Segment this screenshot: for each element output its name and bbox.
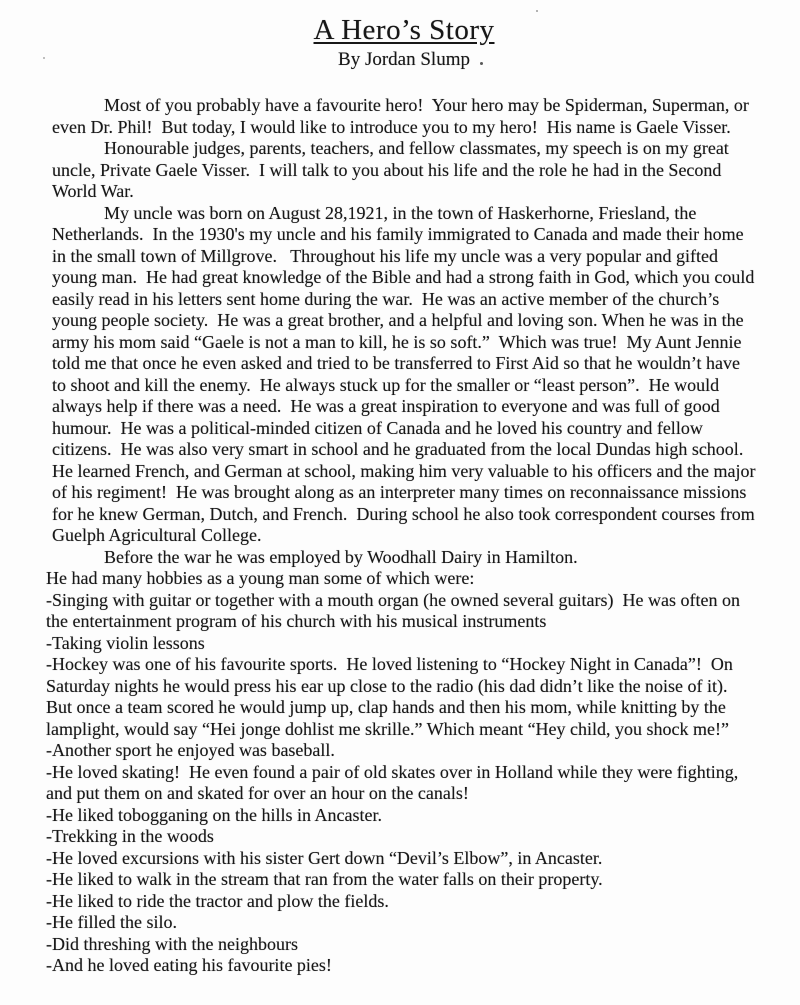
paragraph-employment: Before the war he was employed by Woodhall Dairy in Hamilton.	[104, 546, 578, 567]
hobby-item-pies: -And he loved eating his favourite pies!	[46, 955, 332, 975]
hobby-item-threshing: -Did threshing with the neighbours	[46, 933, 298, 954]
hobby-item-singing: -Singing with guitar or together with a mouth organ (he owned several guitars) He was often on the entertainment program of his church with his musical instruments	[46, 589, 745, 631]
hobbies-intro-line: He had many hobbies as a young man some of which were:	[46, 568, 475, 588]
scan-speck	[536, 10, 538, 12]
hobby-item-silo: -He filled the silo.	[46, 912, 177, 932]
hobby-item-hockey: -Hockey was one of his favourite sports. He loved listening to “Hockey Night in Canada”! On Saturday nights he would press his ear up close to the radio (his dad didn’t like the noise of it). But once a team scored he would jump up, clap hands and then his mom, while knitting by the lamplight, would say “Hei jonge dohlist me skrille.” Which meant “Hey child, you shock me!”	[46, 654, 738, 739]
scan-speck	[43, 57, 45, 59]
hobby-item-baseball: -Another sport he enjoyed was baseball.	[46, 740, 335, 760]
document-title: A Hero’s Story	[313, 14, 495, 46]
paragraph-uncle-life: My uncle was born on August 28,1921, in the town of Haskerhorne, Friesland, the Netherlands. In the 1930's my uncle and his family immigrated to Canada and made their home in the small town of Millgrove. Throughout his life my uncle was a very popular and gifted young man. He had great knowledge of the Bible and had a strong faith in God, which you could easily read in his letters sent home during the war. He was an active member of the church’s young people society. He was a great brother, and a helpful and loving son. When he was in the army his mom said “Gaele is not a man to kill, he is so soft.” Which was true! My Aunt Jennie told me that once he even asked and tried to be transferred to First Aid so that he wouldn’t have to shoot and kill the enemy. He always stuck up for the smaller or “least person”. He would always help if there was a need. He was a great inspiration to everyone and was full of good humour. He was a political-minded citizen of Canada and he loved his country and fellow citizens. He was also very smart in school and he graduated from the local Dundas high school. He learned French, and German at school, making him very valuable to his officers and the major of his regiment! He was brought along as an interpreter many times on reconnaissance missions for he knew German, Dutch, and French. During school he also took correspondent courses from Guelph Agricultural College.	[52, 202, 760, 545]
paragraph-greeting: Honourable judges, parents, teachers, and fellow classmates, my speech is on my great uncle, Private Gaele Visser. I will talk to you about his life and the role he had in the Second World War.	[52, 138, 734, 201]
hobby-item-violin: -Taking violin lessons	[46, 632, 205, 653]
document-content	[46, 14, 760, 977]
hobby-item-tractor: -He liked to ride the tractor and plow the fields.	[46, 890, 389, 911]
hobby-item-skating: -He loved skating! He even found a pair of old skates over in Holland while they were fighting, and put them on and skated for over an hour on the canals!	[46, 761, 743, 803]
document-body	[46, 95, 760, 977]
hobby-item-excursions: -He loved excursions with his sister Gert down “Devil’s Elbow”, in Ancaster.	[46, 847, 603, 868]
document-byline: By Jordan Slump	[338, 49, 470, 70]
paragraph-intro-hero: Most of you probably have a favourite hero! Your hero may be Spiderman, Superman, or even Dr. Phil! But today, I would like to introduce you to my hero! His name is Gaele Visser.	[52, 95, 754, 137]
hobby-item-tobogganing: -He liked tobogganing on the hills in Ancaster.	[46, 804, 382, 825]
hobby-item-trekking: -Trekking in the woods	[46, 826, 214, 846]
hobby-item-stream: -He liked to walk in the stream that ran from the water falls on their property.	[46, 869, 603, 889]
